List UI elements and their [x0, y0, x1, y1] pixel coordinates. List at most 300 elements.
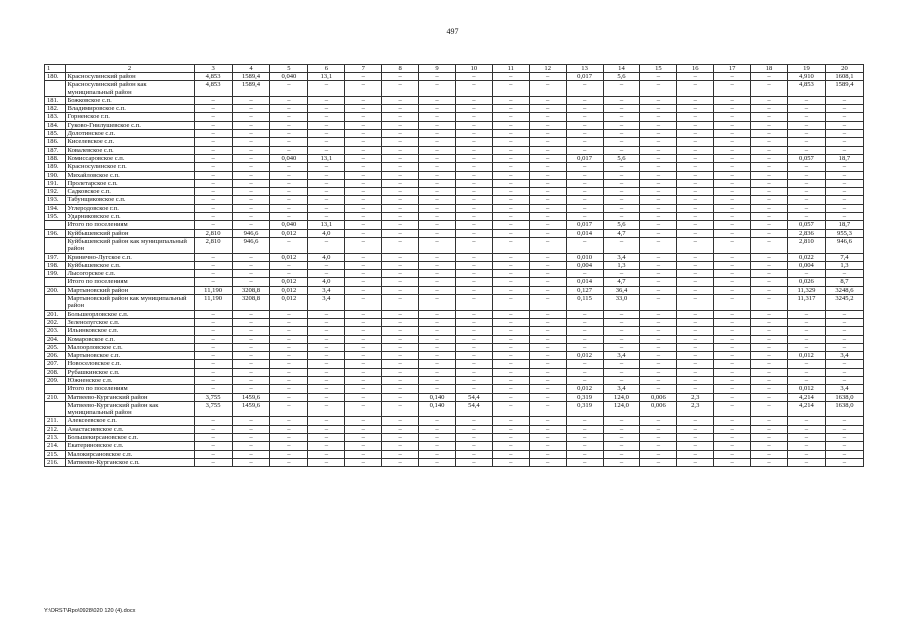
- name-cell: Криничнo-Лугское с.п.: [65, 253, 194, 261]
- value-cell: –: [640, 310, 677, 318]
- value-cell: –: [345, 146, 382, 154]
- value-cell: –: [751, 113, 788, 121]
- value-cell: –: [455, 450, 492, 458]
- name-cell: Зеленолугское с.п.: [65, 318, 194, 326]
- value-cell: 4,853: [787, 81, 825, 97]
- value-cell: –: [492, 105, 529, 113]
- value-cell: –: [751, 213, 788, 221]
- value-cell: –: [603, 270, 640, 278]
- value-cell: –: [345, 73, 382, 81]
- table-row: [45, 310, 864, 318]
- value-cell: –: [529, 204, 566, 212]
- value-cell: –: [270, 385, 308, 393]
- value-cell: –: [455, 270, 492, 278]
- value-cell: –: [714, 196, 751, 204]
- value-cell: –: [566, 343, 603, 351]
- value-cell: –: [677, 204, 714, 212]
- value-cell: –: [529, 229, 566, 237]
- value-cell: –: [603, 327, 640, 335]
- value-cell: –: [194, 335, 232, 343]
- value-cell: 0,012: [787, 385, 825, 393]
- value-cell: –: [308, 450, 345, 458]
- value-cell: 2,836: [787, 229, 825, 237]
- name-cell: Куйбышевский район: [65, 229, 194, 237]
- table-row: [45, 261, 864, 269]
- value-cell: –: [455, 121, 492, 129]
- value-cell: –: [640, 368, 677, 376]
- value-cell: 0,012: [270, 286, 308, 294]
- value-cell: –: [419, 73, 456, 81]
- value-cell: –: [825, 163, 863, 171]
- value-cell: –: [455, 73, 492, 81]
- value-cell: –: [194, 204, 232, 212]
- value-cell: –: [194, 318, 232, 326]
- value-cell: –: [382, 343, 419, 351]
- value-cell: –: [751, 229, 788, 237]
- value-cell: –: [345, 401, 382, 417]
- value-cell: –: [419, 81, 456, 97]
- value-cell: –: [419, 229, 456, 237]
- data-table-container: [44, 64, 864, 467]
- value-cell: –: [640, 221, 677, 229]
- value-cell: –: [455, 310, 492, 318]
- value-cell: –: [677, 450, 714, 458]
- value-cell: –: [270, 376, 308, 384]
- value-cell: –: [825, 204, 863, 212]
- value-cell: –: [677, 318, 714, 326]
- value-cell: –: [825, 146, 863, 154]
- value-cell: –: [194, 450, 232, 458]
- value-cell: –: [640, 96, 677, 104]
- value-cell: –: [677, 343, 714, 351]
- row-number-cell: 214.: [45, 442, 66, 450]
- value-cell: –: [419, 130, 456, 138]
- value-cell: 0,004: [787, 261, 825, 269]
- value-cell: –: [529, 368, 566, 376]
- value-cell: –: [529, 360, 566, 368]
- value-cell: –: [232, 360, 270, 368]
- value-cell: –: [419, 163, 456, 171]
- row-number-cell: 216.: [45, 458, 66, 466]
- value-cell: –: [677, 310, 714, 318]
- value-cell: –: [345, 417, 382, 425]
- value-cell: –: [751, 261, 788, 269]
- value-cell: –: [382, 270, 419, 278]
- value-cell: –: [825, 425, 863, 433]
- value-cell: –: [270, 130, 308, 138]
- value-cell: –: [345, 286, 382, 294]
- value-cell: –: [455, 458, 492, 466]
- table-row: [45, 196, 864, 204]
- value-cell: –: [825, 360, 863, 368]
- value-cell: –: [492, 278, 529, 286]
- value-cell: 0,026: [787, 278, 825, 286]
- value-cell: –: [529, 138, 566, 146]
- header-row: [45, 65, 864, 73]
- value-cell: –: [825, 171, 863, 179]
- value-cell: –: [382, 360, 419, 368]
- row-number-cell: 202.: [45, 318, 66, 326]
- value-cell: –: [232, 278, 270, 286]
- value-cell: –: [529, 113, 566, 121]
- value-cell: –: [751, 163, 788, 171]
- row-number-cell: 204.: [45, 335, 66, 343]
- value-cell: –: [677, 179, 714, 187]
- value-cell: 3208,8: [232, 286, 270, 294]
- value-cell: –: [677, 221, 714, 229]
- value-cell: –: [714, 154, 751, 162]
- value-cell: –: [419, 188, 456, 196]
- table-row: [45, 318, 864, 326]
- name-cell: Божковское с.п.: [65, 96, 194, 104]
- value-cell: 3,4: [825, 352, 863, 360]
- value-cell: –: [270, 179, 308, 187]
- column-header: 5: [270, 65, 308, 73]
- value-cell: –: [419, 204, 456, 212]
- value-cell: –: [751, 154, 788, 162]
- value-cell: –: [270, 450, 308, 458]
- value-cell: –: [751, 138, 788, 146]
- name-cell: Долотинское с.п.: [65, 130, 194, 138]
- value-cell: –: [345, 196, 382, 204]
- value-cell: –: [492, 146, 529, 154]
- row-number-cell: 196.: [45, 229, 66, 237]
- value-cell: –: [566, 327, 603, 335]
- value-cell: –: [603, 417, 640, 425]
- value-cell: –: [751, 146, 788, 154]
- value-cell: –: [419, 458, 456, 466]
- column-header: 15: [640, 65, 677, 73]
- value-cell: –: [677, 237, 714, 253]
- value-cell: –: [232, 434, 270, 442]
- value-cell: 1638,0: [825, 401, 863, 417]
- value-cell: –: [640, 286, 677, 294]
- value-cell: –: [603, 318, 640, 326]
- row-number-cell: [45, 237, 66, 253]
- table-row: [45, 417, 864, 425]
- value-cell: –: [529, 393, 566, 401]
- table-row: [45, 327, 864, 335]
- value-cell: –: [787, 113, 825, 121]
- value-cell: –: [529, 442, 566, 450]
- value-cell: –: [270, 458, 308, 466]
- value-cell: –: [787, 343, 825, 351]
- value-cell: –: [529, 253, 566, 261]
- column-header: 1: [45, 65, 66, 73]
- value-cell: –: [382, 352, 419, 360]
- value-cell: –: [194, 352, 232, 360]
- value-cell: –: [270, 81, 308, 97]
- name-cell: Киселевское с.п.: [65, 138, 194, 146]
- value-cell: –: [640, 270, 677, 278]
- value-cell: –: [308, 425, 345, 433]
- value-cell: –: [419, 196, 456, 204]
- page-number: 497: [446, 27, 459, 36]
- value-cell: 13,1: [308, 221, 345, 229]
- table-row: [45, 81, 864, 97]
- name-cell: Мартыновский район: [65, 286, 194, 294]
- value-cell: –: [419, 425, 456, 433]
- table-row: [45, 113, 864, 121]
- value-cell: –: [714, 310, 751, 318]
- value-cell: –: [714, 335, 751, 343]
- value-cell: 7,4: [825, 253, 863, 261]
- value-cell: –: [825, 417, 863, 425]
- value-cell: –: [345, 270, 382, 278]
- value-cell: –: [345, 261, 382, 269]
- value-cell: –: [825, 130, 863, 138]
- value-cell: –: [825, 442, 863, 450]
- value-cell: –: [825, 376, 863, 384]
- value-cell: –: [194, 458, 232, 466]
- value-cell: –: [751, 368, 788, 376]
- row-number-cell: 181.: [45, 96, 66, 104]
- value-cell: –: [714, 450, 751, 458]
- value-cell: –: [529, 163, 566, 171]
- value-cell: –: [751, 450, 788, 458]
- value-cell: –: [492, 179, 529, 187]
- value-cell: 0,012: [566, 352, 603, 360]
- value-cell: 0,014: [566, 278, 603, 286]
- value-cell: –: [382, 196, 419, 204]
- value-cell: –: [308, 113, 345, 121]
- value-cell: –: [308, 96, 345, 104]
- value-cell: –: [751, 327, 788, 335]
- value-cell: –: [194, 130, 232, 138]
- value-cell: 0,057: [787, 154, 825, 162]
- value-cell: –: [677, 360, 714, 368]
- value-cell: –: [270, 393, 308, 401]
- name-cell: Красносулинское г.п.: [65, 163, 194, 171]
- value-cell: –: [566, 179, 603, 187]
- value-cell: –: [787, 335, 825, 343]
- value-cell: –: [270, 213, 308, 221]
- value-cell: –: [492, 343, 529, 351]
- value-cell: –: [603, 368, 640, 376]
- value-cell: –: [308, 360, 345, 368]
- value-cell: –: [677, 385, 714, 393]
- value-cell: –: [751, 253, 788, 261]
- value-cell: –: [492, 385, 529, 393]
- value-cell: –: [455, 204, 492, 212]
- value-cell: –: [751, 121, 788, 129]
- table-row: [45, 213, 864, 221]
- value-cell: –: [640, 417, 677, 425]
- value-cell: –: [603, 425, 640, 433]
- value-cell: –: [640, 360, 677, 368]
- value-cell: –: [455, 261, 492, 269]
- table-row: [45, 163, 864, 171]
- value-cell: –: [345, 171, 382, 179]
- value-cell: –: [529, 450, 566, 458]
- value-cell: –: [492, 295, 529, 311]
- value-cell: –: [419, 385, 456, 393]
- value-cell: –: [492, 458, 529, 466]
- value-cell: –: [194, 376, 232, 384]
- value-cell: 946,6: [232, 229, 270, 237]
- value-cell: –: [194, 138, 232, 146]
- value-cell: –: [455, 105, 492, 113]
- value-cell: –: [677, 261, 714, 269]
- value-cell: –: [529, 237, 566, 253]
- value-cell: –: [714, 458, 751, 466]
- value-cell: –: [308, 310, 345, 318]
- value-cell: –: [382, 130, 419, 138]
- value-cell: –: [714, 73, 751, 81]
- value-cell: –: [751, 81, 788, 97]
- value-cell: –: [825, 343, 863, 351]
- value-cell: 5,6: [603, 154, 640, 162]
- name-cell: Большеорловское с.п.: [65, 310, 194, 318]
- row-number-cell: 185.: [45, 130, 66, 138]
- value-cell: –: [345, 393, 382, 401]
- value-cell: –: [419, 113, 456, 121]
- value-cell: –: [232, 130, 270, 138]
- value-cell: –: [787, 318, 825, 326]
- value-cell: –: [308, 130, 345, 138]
- value-cell: –: [566, 113, 603, 121]
- value-cell: –: [751, 270, 788, 278]
- value-cell: 3208,8: [232, 295, 270, 311]
- value-cell: –: [345, 458, 382, 466]
- value-cell: –: [566, 310, 603, 318]
- value-cell: –: [492, 450, 529, 458]
- value-cell: –: [825, 196, 863, 204]
- value-cell: –: [382, 113, 419, 121]
- value-cell: –: [232, 154, 270, 162]
- value-cell: –: [751, 295, 788, 311]
- value-cell: –: [677, 425, 714, 433]
- value-cell: –: [455, 154, 492, 162]
- value-cell: –: [640, 146, 677, 154]
- value-cell: –: [382, 138, 419, 146]
- value-cell: –: [308, 393, 345, 401]
- value-cell: –: [714, 360, 751, 368]
- value-cell: –: [194, 425, 232, 433]
- value-cell: –: [640, 425, 677, 433]
- value-cell: –: [232, 171, 270, 179]
- value-cell: –: [787, 121, 825, 129]
- value-cell: –: [603, 179, 640, 187]
- value-cell: –: [419, 295, 456, 311]
- value-cell: –: [714, 237, 751, 253]
- value-cell: –: [714, 368, 751, 376]
- value-cell: –: [566, 204, 603, 212]
- value-cell: –: [825, 318, 863, 326]
- row-number-cell: 209.: [45, 376, 66, 384]
- value-cell: –: [529, 327, 566, 335]
- value-cell: –: [492, 213, 529, 221]
- name-cell: Красносулинский район как муниципальный район: [65, 81, 194, 97]
- value-cell: –: [529, 96, 566, 104]
- value-cell: –: [345, 360, 382, 368]
- value-cell: –: [677, 171, 714, 179]
- name-cell: Екатериновское с.п.: [65, 442, 194, 450]
- value-cell: –: [382, 335, 419, 343]
- value-cell: –: [677, 376, 714, 384]
- value-cell: –: [640, 295, 677, 311]
- value-cell: –: [566, 81, 603, 97]
- value-cell: –: [677, 163, 714, 171]
- value-cell: –: [345, 163, 382, 171]
- value-cell: –: [345, 138, 382, 146]
- value-cell: –: [232, 105, 270, 113]
- value-cell: –: [232, 385, 270, 393]
- value-cell: –: [640, 261, 677, 269]
- value-cell: –: [677, 253, 714, 261]
- value-cell: –: [419, 179, 456, 187]
- column-header: 12: [529, 65, 566, 73]
- value-cell: 4,214: [787, 401, 825, 417]
- value-cell: –: [825, 450, 863, 458]
- value-cell: –: [382, 179, 419, 187]
- value-cell: –: [566, 146, 603, 154]
- table-row: [45, 352, 864, 360]
- value-cell: –: [194, 105, 232, 113]
- value-cell: –: [677, 121, 714, 129]
- value-cell: 1638,0: [825, 393, 863, 401]
- value-cell: 0,012: [270, 229, 308, 237]
- value-cell: –: [419, 434, 456, 442]
- value-cell: –: [751, 442, 788, 450]
- column-header: 6: [308, 65, 345, 73]
- value-cell: –: [825, 179, 863, 187]
- value-cell: –: [382, 327, 419, 335]
- name-cell: Итого по поселениям: [65, 278, 194, 286]
- row-number-cell: 198.: [45, 261, 66, 269]
- value-cell: –: [194, 113, 232, 121]
- value-cell: –: [603, 81, 640, 97]
- value-cell: –: [232, 261, 270, 269]
- value-cell: –: [640, 154, 677, 162]
- name-cell: Малокирсановское с.п.: [65, 450, 194, 458]
- value-cell: –: [345, 188, 382, 196]
- value-cell: –: [308, 261, 345, 269]
- row-number-cell: 191.: [45, 179, 66, 187]
- value-cell: 4,853: [194, 73, 232, 81]
- value-cell: –: [270, 417, 308, 425]
- value-cell: –: [194, 163, 232, 171]
- value-cell: –: [382, 154, 419, 162]
- value-cell: –: [382, 121, 419, 129]
- value-cell: –: [270, 318, 308, 326]
- value-cell: 11,190: [194, 286, 232, 294]
- value-cell: 3,4: [308, 295, 345, 311]
- value-cell: 36,4: [603, 286, 640, 294]
- value-cell: –: [787, 270, 825, 278]
- value-cell: –: [455, 286, 492, 294]
- value-cell: –: [382, 385, 419, 393]
- row-number-cell: 200.: [45, 286, 66, 294]
- value-cell: –: [232, 442, 270, 450]
- value-cell: –: [566, 450, 603, 458]
- value-cell: –: [566, 96, 603, 104]
- value-cell: 0,006: [640, 401, 677, 417]
- value-cell: –: [194, 327, 232, 335]
- value-cell: –: [566, 458, 603, 466]
- value-cell: –: [677, 73, 714, 81]
- row-number-cell: 213.: [45, 434, 66, 442]
- value-cell: –: [232, 318, 270, 326]
- value-cell: –: [603, 213, 640, 221]
- name-cell: Матвеево-Курганский район как муниципальный район: [65, 401, 194, 417]
- value-cell: –: [345, 376, 382, 384]
- row-number-cell: 194.: [45, 204, 66, 212]
- value-cell: –: [419, 121, 456, 129]
- value-cell: 4,7: [603, 278, 640, 286]
- value-cell: –: [270, 425, 308, 433]
- value-cell: –: [455, 385, 492, 393]
